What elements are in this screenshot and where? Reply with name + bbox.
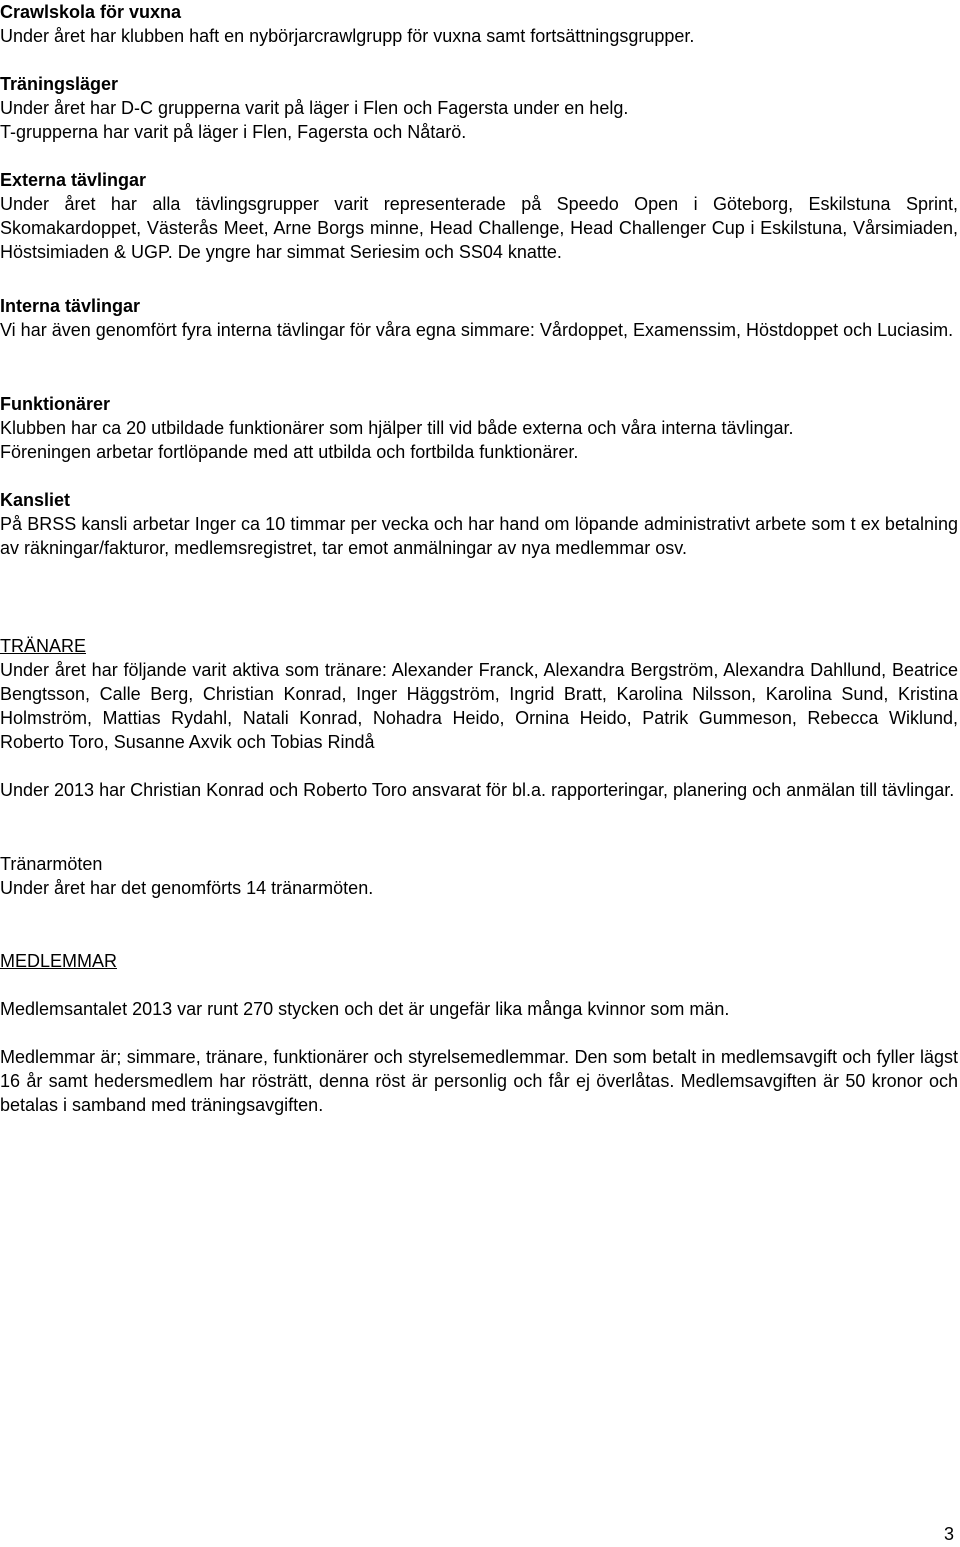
section-heading: Träningsläger <box>0 74 119 94</box>
section-office <box>0 488 958 560</box>
section-members <box>0 949 958 1117</box>
section-meetings <box>0 852 958 900</box>
section-heading: Crawlskola för vuxna <box>0 2 182 22</box>
paragraph: Vi har även genomfört fyra interna tävlingar för våra egna simmare: Vårdoppet, Examenssim, Höstdoppet och Luciasim. <box>0 320 954 340</box>
paragraph: Under året har följande varit aktiva som tränare: Alexander Franck, Alexandra Bergström, Alexandra Dahllund, Beatrice Bengtsson, Calle Berg, Christian Konrad, Inger Häggström, Ingrid Bratt, Karolina Nilsson, Karolina Sund, Kristina Holmström, Mattias Rydahl, Natali Konrad, Nohadra Heido, Ornina Heido, Patrik Gummeson, Rebecca Wiklund, Roberto Toro, Susanne Axvik och Tobias Rindå <box>0 660 958 752</box>
page-number: 3 <box>943 1524 954 1544</box>
section-coaches <box>0 634 958 802</box>
section-crawl <box>0 0 958 48</box>
paragraph: På BRSS kansli arbetar Inger ca 10 timmar per vecka och har hand om löpande administrativt arbete som t ex betalning av räkningar/fakturor, medlemsregistret, tar emot anmälningar av nya medlemmar osv. <box>0 514 958 558</box>
section-internal <box>0 294 958 342</box>
paragraph: Klubben har ca 20 utbildade funktionärer som hjälper till vid både externa och våra interna tävlingar. <box>0 418 794 438</box>
section-officials <box>0 392 958 464</box>
paragraph: Medlemmar är; simmare, tränare, funktionärer och styrelsemedlemmar. Den som betalt in medlemsavgift och fyller lägst 16 år samt hedersmedlem har rösträtt, denna röst är personlig och får ej överlåtas. Medlemsavgiften är 50 kronor och betalas i samband med träningsavgiften. <box>0 1047 958 1115</box>
paragraph: Medlemsantalet 2013 var runt 270 stycken och det är ungefär lika många kvinnor som män. <box>0 999 730 1019</box>
paragraph: Föreningen arbetar fortlöpande med att utbilda och fortbilda funktionärer. <box>0 442 579 462</box>
paragraph: Under året har det genomförts 14 tränarmöten. <box>0 878 374 898</box>
paragraph: Under 2013 har Christian Konrad och Roberto Toro ansvarat för bl.a. rapporteringar, planering och anmälan till tävlingar. <box>0 780 955 800</box>
paragraph: Under året har alla tävlingsgrupper varit representerade på Speedo Open i Göteborg, Eskilstuna Sprint, Skomakardoppet, Västerås Meet, Arne Borgs minne, Head Challenge, Head Challenger Cup i Eskilstuna, Vårsimiaden, Höstsimiaden & UGP. De yngre har simmat Seriesim och SS04 knatte. <box>0 194 958 262</box>
paragraph: Under året har D-C grupperna varit på läger i Flen och Fagersta under en helg. <box>0 98 629 118</box>
section-heading: Interna tävlingar <box>0 296 141 316</box>
section-external <box>0 168 958 264</box>
section-heading: Kansliet <box>0 490 71 510</box>
section-heading: Tränarmöten <box>0 854 103 874</box>
section-camp <box>0 72 958 144</box>
section-heading: MEDLEMMAR <box>0 951 118 971</box>
paragraph: T-grupperna har varit på läger i Flen, Fagersta och Nåtarö. <box>0 122 467 142</box>
section-heading: Externa tävlingar <box>0 170 147 190</box>
section-heading: Funktionärer <box>0 394 111 414</box>
section-heading: TRÄNARE <box>0 636 87 656</box>
paragraph: Under året har klubben haft en nybörjarcrawlgrupp för vuxna samt fortsättningsgrupper. <box>0 26 695 46</box>
